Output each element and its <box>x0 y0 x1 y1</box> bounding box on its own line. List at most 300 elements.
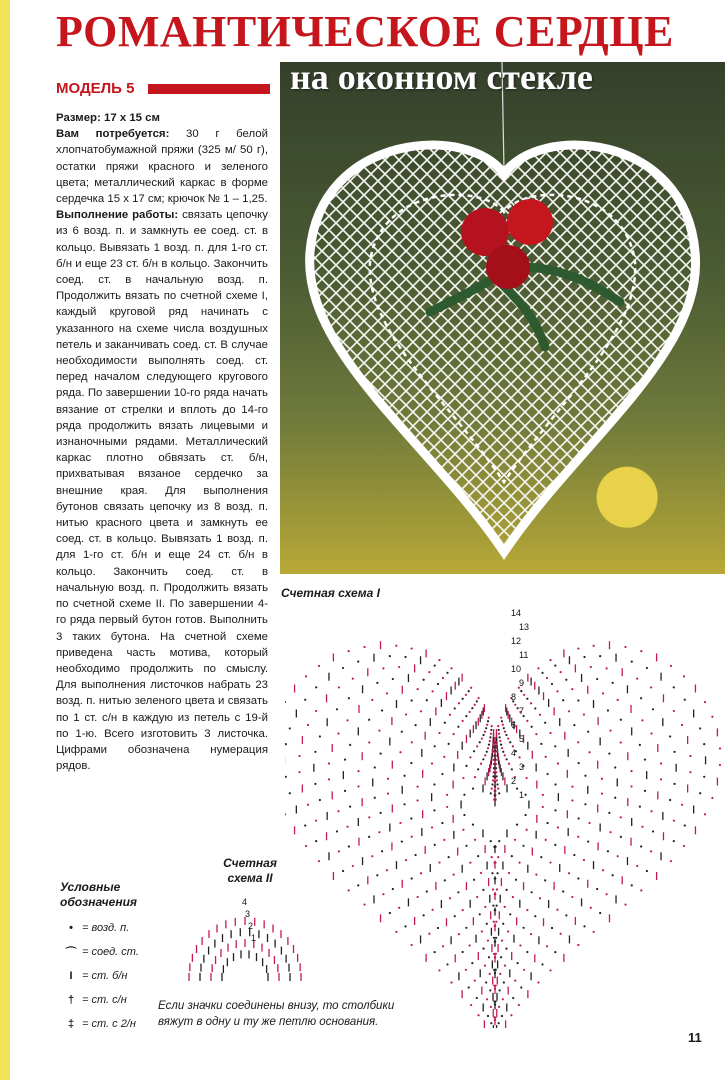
chain-mark <box>468 690 470 692</box>
chain-mark <box>488 717 490 719</box>
chain-mark <box>344 758 346 760</box>
chain-mark <box>683 675 685 677</box>
legend-item: ‡ = ст. с 2/н <box>60 1012 139 1036</box>
chain-mark <box>541 963 543 965</box>
chain-mark <box>531 726 533 728</box>
chain-mark <box>673 686 675 688</box>
chain-mark <box>298 755 300 757</box>
chain-mark <box>599 912 601 914</box>
chain-mark <box>577 944 579 946</box>
chain-mark <box>504 754 506 756</box>
chain-mark <box>410 817 412 819</box>
chain-mark <box>542 794 544 796</box>
chain-mark <box>431 762 433 764</box>
chain-mark <box>352 865 354 867</box>
chain-mark <box>614 766 616 768</box>
chain-mark <box>523 927 525 929</box>
left-color-band <box>0 0 10 1080</box>
chain-mark <box>423 914 425 916</box>
chain-mark <box>426 890 428 892</box>
chain-mark <box>298 771 300 773</box>
chain-mark <box>539 714 541 716</box>
chain-mark <box>557 826 559 828</box>
chain-mark <box>526 909 528 911</box>
chain-mark <box>641 826 643 828</box>
chain-mark <box>509 741 511 743</box>
chain-mark <box>546 822 548 824</box>
chain-mark <box>444 879 446 881</box>
chain-mark <box>612 682 614 684</box>
chain-mark <box>507 737 509 739</box>
chain-mark <box>363 646 365 648</box>
chain-mark <box>499 989 501 991</box>
chain-mark <box>502 923 504 925</box>
legend-item: † = ст. с/н <box>60 988 139 1012</box>
chain-mark <box>438 969 440 971</box>
chain-mark <box>514 979 516 981</box>
chain-mark <box>494 909 496 911</box>
chain-mark <box>620 816 622 818</box>
chain-mark <box>289 792 291 794</box>
chain-mark <box>624 646 626 648</box>
chain-mark <box>504 906 506 908</box>
chain-mark <box>433 809 435 811</box>
chain-mark <box>368 741 370 743</box>
chain-mark <box>704 813 706 815</box>
chain-mark <box>506 758 508 760</box>
chain-mark <box>500 956 502 958</box>
chain-mark <box>609 729 611 731</box>
chain-mark <box>494 877 496 879</box>
chain-mark <box>482 948 484 950</box>
chain-mark <box>505 948 507 950</box>
row-number: 4 <box>242 897 248 907</box>
chain-mark <box>652 708 654 710</box>
chain-mark <box>368 816 370 818</box>
chain-mark <box>318 665 320 667</box>
chain-mark <box>493 953 495 955</box>
chain-mark <box>587 731 589 733</box>
chain-mark <box>593 931 595 933</box>
chain-mark <box>428 671 430 673</box>
chain-mark <box>417 896 419 898</box>
chain-mark <box>382 667 384 669</box>
chain-mark <box>399 822 401 824</box>
chain-mark <box>426 699 428 701</box>
chain-mark <box>462 777 464 779</box>
chain-mark <box>476 745 478 747</box>
chain-mark <box>285 743 287 745</box>
chain-mark <box>571 896 573 898</box>
chain-mark <box>484 730 486 732</box>
chain-mark <box>482 758 484 760</box>
chain-mark <box>526 698 528 700</box>
chain-mark <box>446 672 448 674</box>
chain-mark <box>573 854 575 856</box>
chain-mark <box>328 778 330 780</box>
chain-mark <box>515 879 517 881</box>
chain-mark <box>524 794 526 796</box>
chain-mark <box>608 752 610 754</box>
chain-mark <box>523 694 525 696</box>
chain-mark <box>476 896 478 898</box>
chain-mark <box>614 797 616 799</box>
chain-mark <box>434 665 436 667</box>
chain-mark <box>498 1022 500 1024</box>
chain-mark <box>344 790 346 792</box>
chain-mark <box>398 666 400 668</box>
chain-mark <box>640 650 642 652</box>
chain-mark <box>711 716 713 718</box>
chain-mark <box>416 799 418 801</box>
chain-mark <box>487 720 489 722</box>
chain-mark <box>509 913 511 915</box>
row-number: 9 <box>519 678 525 688</box>
chain-mark <box>305 845 307 847</box>
chain-mark <box>395 931 397 933</box>
chain-mark <box>607 850 609 852</box>
chain-mark <box>411 944 413 946</box>
chain-mark <box>315 710 317 712</box>
chain-mark <box>522 845 524 847</box>
chain-mark <box>328 762 330 764</box>
chain-mark <box>703 776 705 778</box>
chain-mark <box>571 786 573 788</box>
chain-mark <box>514 839 516 841</box>
chain-mark <box>514 704 516 706</box>
chain-mark <box>338 850 340 852</box>
chain-mark <box>508 763 510 765</box>
chain-mark <box>489 989 491 991</box>
chain-mark <box>507 930 509 932</box>
chain-mark <box>587 840 589 842</box>
chain-mark <box>650 686 652 688</box>
chain-mark <box>465 927 467 929</box>
chain-mark <box>389 912 391 914</box>
chain-mark <box>584 775 586 777</box>
chain-mark <box>504 730 506 732</box>
chain-mark <box>565 914 567 916</box>
chain-mark <box>307 804 309 806</box>
chain-mark <box>681 804 683 806</box>
chain-mark <box>492 779 494 781</box>
chain-mark <box>285 776 287 778</box>
chain-mark <box>285 813 286 815</box>
chain-mark <box>453 733 455 735</box>
chain-mark <box>442 945 444 947</box>
chain-mark <box>534 915 536 917</box>
chain-mark <box>423 679 425 681</box>
chain-mark <box>641 719 643 721</box>
chain-mark <box>608 812 610 814</box>
chain-mark <box>498 1006 500 1008</box>
chain-mark <box>577 699 579 701</box>
chain-mark <box>477 855 479 857</box>
chain-mark <box>493 969 495 971</box>
chain-mark <box>472 788 474 790</box>
scheme-2-label: Счетная схема II <box>223 856 277 885</box>
chain-mark <box>535 874 537 876</box>
chain-mark <box>681 724 683 726</box>
chain-mark <box>503 727 505 729</box>
size-label: Размер: <box>56 112 101 124</box>
chain-mark <box>549 732 551 734</box>
row-number: 4 <box>511 748 517 758</box>
materials-label: Вам потребуется: <box>56 128 170 141</box>
chain-mark <box>512 997 514 999</box>
scheme-2-rows <box>189 917 301 981</box>
chain-mark <box>609 831 611 833</box>
procedure-text: связать цепочку из 6 возд. п. и замкнуть ее соед. ст. в кольцо. Вывязать 1 возд. п. для 1-го ст. б/н и еще 23 ст. б/н в кольцо. Закончить соед. ст. в начальную возд. п. Продолжить вязать по счетной схеме I, каждый круговой ряд начинать с указанного на схеме числа воздушных петель и заканчивать соед. ст. В случае необходимости выполнять соед. ст. перед началом следующего кругового ряда. По завершении 10-го ряда начать вязание от стрелки и вплоть до 14-го ряда продолжить вязать лицевыми и изнаночными рядами. Металлический каркас плотно обвязать ст. б/н, прихватывая вязаное сердечко за внешние края. Для выполнения бутонов связать цепочку из 8 возд. п. нитью красного цвета и замкнуть ее соед. ст. в кольцо. Вывязать 1 возд. п. для 1-го ст. б/н и еще 24 ст. б/н в кольцо. Закончить соед. ст. в начальную возд. п. Продолжить вязать по счетной схеме II. По завершении 4-го ряда первый бутон готов. Выполнить 3 таких бутона. На счетной схеме приведена часть мотива, который необходимо продолжить по смыслу. Для выполнения листочков набрать 23 возд. п. нитью зеленого цвета и связать по 1 ст. с/н в каждую из петель с 19-й по 1-ю. Всего изготовить 3 листочка. Цифрами обозначена нумерация рядов. <box>56 209 268 773</box>
chain-mark <box>411 877 413 879</box>
chain-mark <box>593 645 595 647</box>
chain-mark <box>462 951 464 953</box>
chain-mark <box>490 733 492 735</box>
chain-mark <box>477 1014 479 1016</box>
chain-mark <box>488 744 490 746</box>
chain-mark <box>703 743 705 745</box>
chain-mark <box>652 830 654 832</box>
chain-mark <box>417 688 419 690</box>
row-number: 2 <box>248 921 254 931</box>
chain-mark <box>490 792 492 794</box>
row-number: 7 <box>519 706 525 716</box>
chain-mark <box>711 797 713 799</box>
chain-mark <box>494 956 496 958</box>
chain-mark <box>401 731 403 733</box>
chain-mark <box>371 699 373 701</box>
chain-mark <box>465 845 467 847</box>
chain-mark <box>601 778 603 780</box>
chain-mark <box>446 963 448 965</box>
chain-mark <box>431 826 433 828</box>
chain-mark <box>660 762 662 764</box>
chain-mark <box>524 814 526 816</box>
chain-mark <box>434 745 436 747</box>
model-label: МОДЕЛЬ 5 <box>56 80 135 97</box>
chain-mark <box>673 710 675 712</box>
chain-mark <box>577 741 579 743</box>
chain-mark <box>605 667 607 669</box>
chain-mark <box>469 756 471 758</box>
page-number: 11 <box>688 1030 702 1045</box>
chain-mark <box>578 762 580 764</box>
chain-mark <box>577 877 579 879</box>
chain-mark <box>577 836 579 838</box>
chain-mark <box>404 656 406 658</box>
scheme-1-rows <box>285 641 721 1028</box>
chain-mark <box>443 756 445 758</box>
chain-mark <box>474 979 476 981</box>
scheme-2-row-numbers <box>242 897 256 943</box>
chain-mark <box>673 840 675 842</box>
chain-mark <box>493 921 495 923</box>
chain-mark <box>495 921 497 923</box>
chain-mark <box>395 645 397 647</box>
chain-mark <box>556 909 558 911</box>
chain-mark <box>415 724 417 726</box>
chain-mark <box>458 702 460 704</box>
chain-mark <box>491 872 493 874</box>
chain-mark <box>684 824 686 826</box>
chain-mark <box>304 824 306 826</box>
chain-mark <box>481 930 483 932</box>
chain-mark <box>496 905 498 907</box>
scheme-1-label: Счетная схема I <box>281 586 380 600</box>
instructions-text <box>56 110 268 774</box>
chain-mark <box>551 683 553 685</box>
chain-mark <box>540 743 542 745</box>
chain-mark <box>484 754 486 756</box>
chain-mark <box>495 937 497 939</box>
chain-mark <box>336 830 338 832</box>
chain-mark <box>315 840 317 842</box>
chain-mark <box>441 773 443 775</box>
chain-mark <box>431 690 433 692</box>
chain-mark <box>568 710 570 712</box>
chain-mark <box>433 783 435 785</box>
chain-mark <box>348 650 350 652</box>
chain-mark <box>636 678 638 680</box>
model-bar <box>148 84 270 94</box>
chain-mark <box>318 860 320 862</box>
chain-mark <box>492 905 494 907</box>
chain-mark <box>468 711 470 713</box>
chain-mark <box>449 897 451 899</box>
chain-mark <box>501 939 503 941</box>
row-number: 11 <box>519 650 529 660</box>
chain-mark <box>485 981 487 983</box>
chain-mark <box>620 836 622 838</box>
chain-mark <box>457 726 459 728</box>
chain-mark <box>684 699 686 701</box>
chain-mark <box>342 870 344 872</box>
chain-mark <box>488 956 490 958</box>
chain-mark <box>405 713 407 715</box>
row-number: 12 <box>511 636 522 646</box>
chain-mark <box>496 888 498 890</box>
chain-mark <box>565 679 567 681</box>
chain-mark <box>357 661 359 663</box>
chain-mark <box>469 861 471 863</box>
chain-mark <box>468 986 470 988</box>
chain-mark <box>474 839 476 841</box>
chain-mark <box>596 678 598 680</box>
chain-mark <box>624 903 626 905</box>
chain-mark <box>454 915 456 917</box>
chain-mark <box>534 707 536 709</box>
chain-mark <box>554 844 556 846</box>
chain-mark <box>477 697 479 699</box>
chain-mark <box>448 743 450 745</box>
chain-mark <box>689 755 691 757</box>
chain-mark <box>493 862 495 864</box>
chain-mark <box>590 907 592 909</box>
chain-mark <box>289 727 291 729</box>
chain-mark <box>346 719 348 721</box>
chain-mark <box>640 889 642 891</box>
chain-mark <box>441 822 443 824</box>
chain-mark <box>494 940 496 942</box>
chain-mark <box>487 1015 489 1017</box>
chain-mark <box>410 762 412 764</box>
chain-mark <box>319 799 321 801</box>
chain-mark <box>454 707 456 709</box>
chain-mark <box>491 725 493 727</box>
chain-mark <box>517 962 519 964</box>
legend <box>60 916 139 1036</box>
legend-item: ⌒ = соед. ст. <box>60 940 139 964</box>
chain-mark <box>537 667 539 669</box>
chain-mark <box>660 778 662 780</box>
chain-mark <box>583 859 585 861</box>
chain-mark <box>405 859 407 861</box>
chain-mark <box>669 735 671 737</box>
chain-mark <box>304 699 306 701</box>
chain-mark <box>381 850 383 852</box>
chain-mark <box>650 732 652 734</box>
chain-mark <box>471 962 473 964</box>
chain-mark <box>560 671 562 673</box>
legend-title: Условные обозначения <box>60 880 137 909</box>
chain-mark <box>525 829 527 831</box>
chain-mark <box>462 720 464 722</box>
chain-mark <box>378 831 380 833</box>
chain-mark <box>337 732 339 734</box>
chain-mark <box>583 656 585 658</box>
chain-mark <box>494 740 496 742</box>
chain-mark <box>392 888 394 890</box>
chain-mark <box>499 973 501 975</box>
chain-mark <box>491 788 493 790</box>
chain-mark <box>546 773 548 775</box>
chain-mark <box>357 785 359 787</box>
chain-mark <box>584 803 586 805</box>
chain-mark <box>631 884 633 886</box>
chain-mark <box>494 972 496 974</box>
chain-mark <box>636 865 638 867</box>
chain-mark <box>620 741 622 743</box>
chain-mark <box>411 647 413 649</box>
chain-mark <box>535 733 537 735</box>
chain-mark <box>336 708 338 710</box>
chain-mark <box>537 981 539 983</box>
row-number: 5 <box>519 734 525 744</box>
chain-mark <box>571 799 573 801</box>
chain-mark <box>476 997 478 999</box>
chain-mark <box>490 729 492 731</box>
chain-mark <box>617 699 619 701</box>
row-number: 13 <box>519 622 530 632</box>
chain-mark <box>526 951 528 953</box>
chain-mark <box>639 806 641 808</box>
chain-mark <box>305 675 307 677</box>
chain-mark <box>630 785 632 787</box>
chain-mark <box>462 829 464 831</box>
chain-mark <box>470 1004 472 1006</box>
chain-mark <box>431 909 433 911</box>
chain-mark <box>500 744 502 746</box>
chain-mark <box>387 778 389 780</box>
chain-mark <box>386 869 388 871</box>
chain-mark <box>646 870 648 872</box>
chain-mark <box>480 763 482 765</box>
chain-mark <box>545 839 547 841</box>
chain-mark <box>646 667 648 669</box>
chain-mark <box>491 856 493 858</box>
chain-mark <box>504 965 506 967</box>
double-crochet-icon: † <box>67 994 75 1006</box>
